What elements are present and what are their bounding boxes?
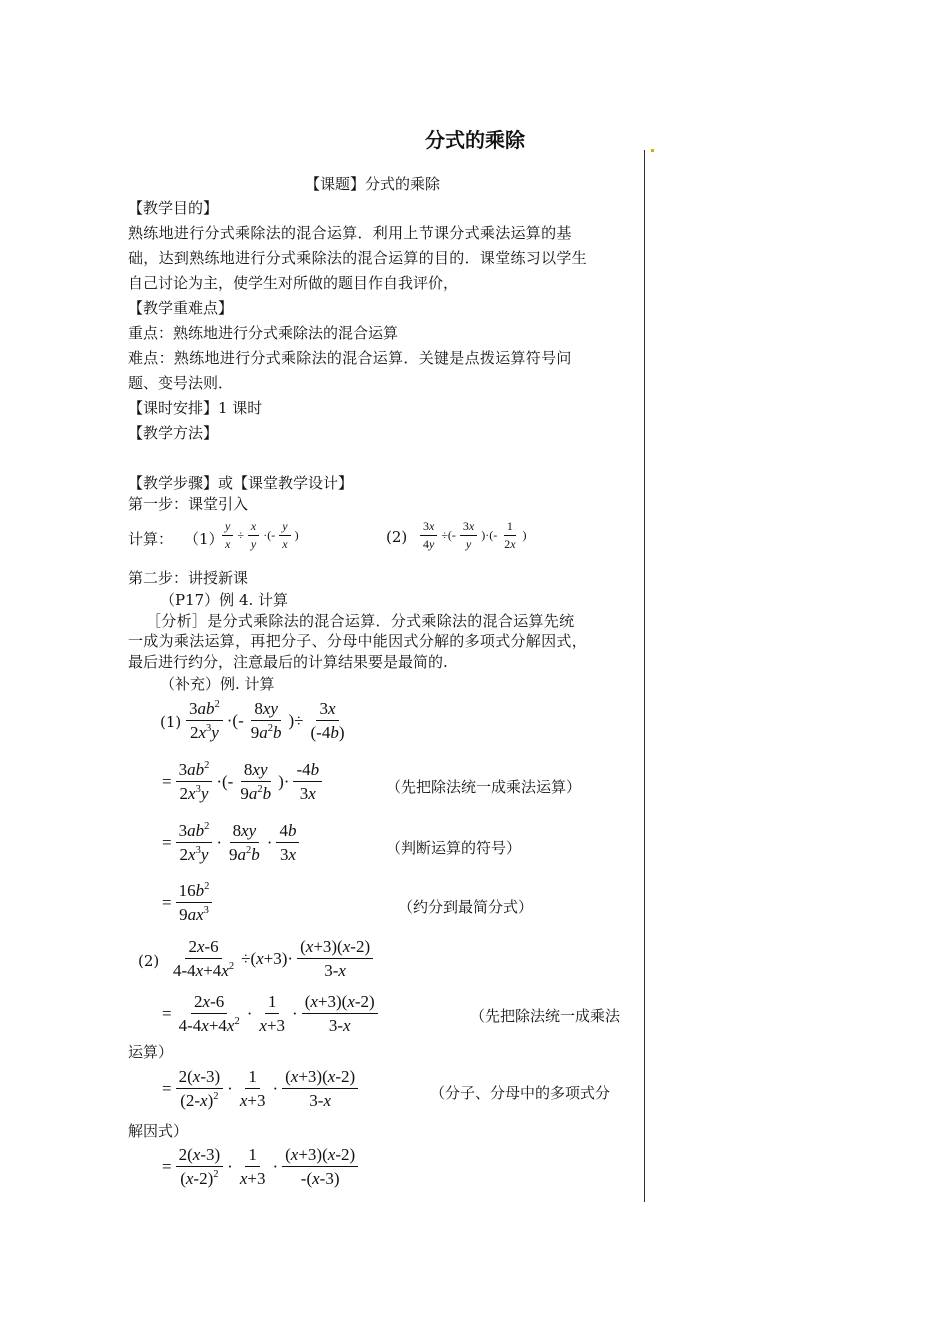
problem-2-expression: $\frac{2x-6}{4-4x+4x^2}$ ÷(x+3)· $\frac{(x+3)(x-2)}{3-x}$ [168,936,375,982]
topic-line: 【课题】分式的乘除 [305,175,441,193]
objective-line: 础，达到熟练地进行分式乘除法的混合运算的目的．课堂练习以学生 [128,249,588,267]
compute-label: 计算： [128,530,174,548]
analysis-line: 最后进行约分，注意最后的计算结果要是最简的. [128,653,448,671]
exercise-2-label: (2) [386,528,408,546]
difficulty-heading: 【教学重难点】 [128,299,234,317]
method-heading: 【教学方法】 [128,424,219,442]
step1-line: 第一步：课堂引入 [128,495,249,513]
note-5-continued: 解因式） [128,1122,189,1140]
note-1: （先把除法统一成乘法运算） [386,778,582,796]
step2-line: 第二步：讲授新课 [128,569,249,587]
analysis-line: 一成为乘法运算，再把分子、分母中能因式分解的多项式分解因式， [128,632,588,650]
schedule-line: 【课时安排】1 课时 [128,399,263,417]
note-3: （约分到最简分式） [398,898,534,916]
problem-2-label: (2) [138,952,160,970]
note-4: （先把除法统一成乘法 [470,1007,621,1025]
focus-line: 重点：熟练地进行分式乘除法的混合运算 [128,324,399,342]
exercise-1-label: （1） [184,530,224,548]
problem-1-step-1: = $\frac{3ab^2}{2x^3y}$ ·(- $\frac{8xy}{9a^2b}$ )· $\frac{-4b}{3x}$ [160,759,324,805]
problem-1-label: (1) [160,713,182,731]
difficulty-line: 难点：熟练地进行分式乘除法的混合运算．关键是点拨运算符号问 [128,349,572,367]
example-ref: （P17）例 4. 计算 [160,591,289,609]
objective-line: 自己讨论为主，使学生对所做的题目作自我评价， [128,274,459,292]
note-4-continued: 运算） [128,1043,174,1061]
note-5: （分子、分母中的多项式分 [430,1084,611,1102]
exercise-2-expression: $\frac{3x}{4y}$ ÷(- $\frac{3x}{y}$ )·(- $\frac{1}{2x}$ ) [418,519,529,552]
objective-line: 熟练地进行分式乘除法的混合运算．利用上节课分式乘法运算的基 [128,224,572,242]
steps-heading: 【教学步骤】或【课堂教学设计】 [128,474,354,492]
note-2: （判断运算的符号） [386,839,522,857]
difficulty-line: 题、变号法则． [128,374,234,392]
problem-2-step-2: = $\frac{2(x-3)}{(2-x)^2}$ · $\frac{1}{x+3}$ · $\frac{(x+3)(x-2)}{3-x}$ [160,1066,360,1112]
problem-1-step-2: = $\frac{3ab^2}{2x^3y}$ · $\frac{8xy}{9a^2b}$ · $\frac{4b}{3x}$ [160,820,301,866]
margin-rule [644,150,645,1202]
exercise-1-expression: $\frac{y}{x}$ ÷ $\frac{x}{y}$ ·(- $\frac{y}{x}$ ) [220,519,301,552]
problem-2-step-1: = $\frac{2x-6}{4-4x+4x^2}$ · $\frac{1}{x+3}$ · $\frac{(x+3)(x-2)}{3-x}$ [160,991,380,1037]
objective-heading: 【教学目的】 [128,199,219,217]
problem-1-expression: $\frac{3ab^2}{2x^3y}$ ·(- $\frac{8xy}{9a^2b}$ )÷ $\frac{3x}{(-4b)}$ [184,698,350,744]
problem-1-result: = $\frac{16b^2}{9ax^3}$ [160,880,214,926]
supplement-line: （补充）例. 计算 [160,675,275,693]
problem-2-step-3: = $\frac{2(x-3)}{(x-2)^2}$ · $\frac{1}{x+3}$ · $\frac{(x+3)(x-2)}{-(x-3)}$ [160,1144,360,1190]
analysis-line: ［分析］是分式乘除法的混合运算．分式乘除法的混合运算先统 [146,612,575,630]
page-title: 分式的乘除 [425,128,525,152]
